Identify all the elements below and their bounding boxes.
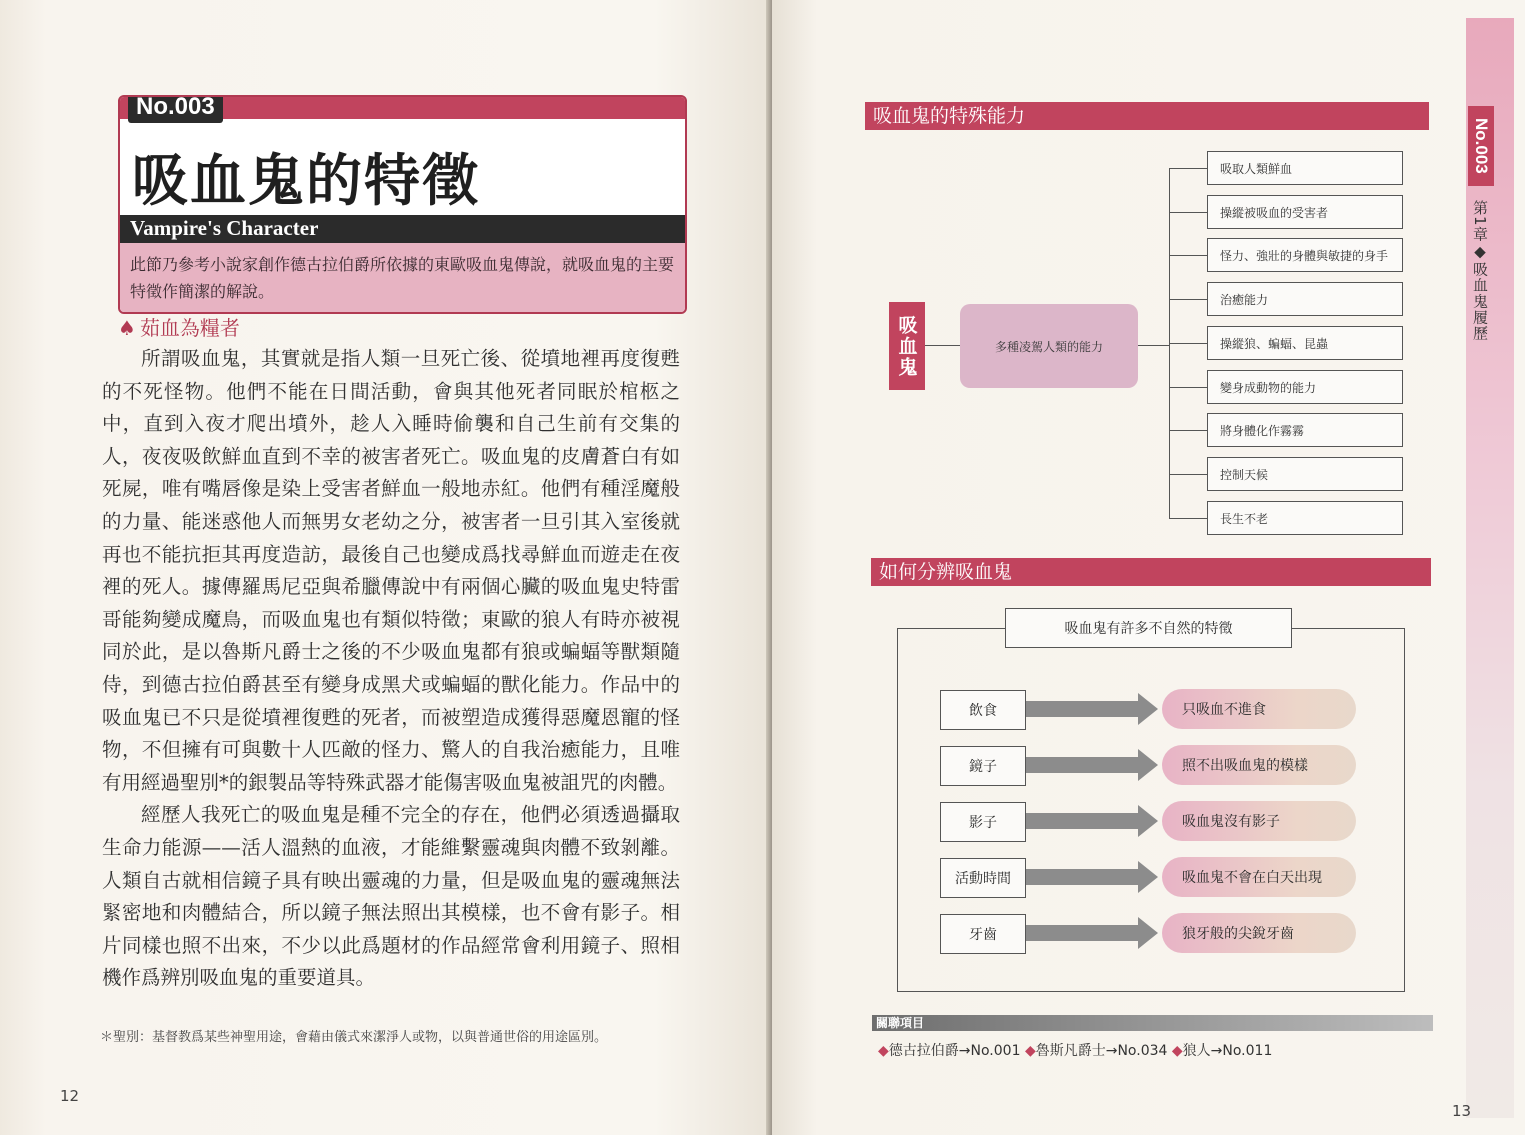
page-number-left: 12 [60,1087,80,1105]
identify-value: 照不出吸血鬼的模樣 [1162,745,1356,785]
identify-value: 吸血鬼不會在白天出現 [1162,857,1356,897]
related-link-2[interactable]: 魯斯凡爵士→No.034 [1035,1043,1168,1059]
ability-item: 變身成動物的能力 [1207,370,1403,404]
related-bar [872,1015,1433,1031]
identify-heading: 吸血鬼有許多不自然的特徵 [1005,608,1292,648]
body-text [102,343,680,995]
section-heading-text: 茹血為糧者 [139,316,240,340]
connector-line [1169,387,1207,388]
identify-key: 牙齒 [940,914,1026,954]
connector-line [1169,343,1207,344]
connector-line [1169,474,1207,475]
section-heading [118,312,240,341]
ability-item: 長生不老 [1207,501,1403,535]
title-box [118,95,687,314]
spade-icon: ♠ [118,316,136,340]
arrow-right-icon [1026,701,1138,717]
connector-line [925,345,960,346]
tree-root: 吸血鬼 [889,302,925,390]
identify-value: 吸血鬼沒有影子 [1162,801,1356,841]
side-chapter-number: No.003 [1468,106,1494,186]
ability-item: 操縱被吸血的受害者 [1207,195,1403,229]
connector-line [1169,518,1207,519]
page-title: 吸血鬼的特徵 [132,149,480,214]
ability-item: 吸取人類鮮血 [1207,151,1403,185]
connector-line [1169,212,1207,213]
connector-line [1169,255,1207,256]
diamond-icon: ◆ [1024,1043,1036,1059]
diamond-icon: ◆ [878,1043,889,1059]
identify-key: 影子 [940,802,1026,842]
identify-value: 只吸血不進食 [1162,689,1356,729]
identify-key: 活動時間 [940,858,1026,898]
ability-item: 操縱狼、蝙蝠、昆蟲 [1207,326,1403,360]
arrow-right-icon [1026,813,1138,829]
related-label: 關聯項目 [876,1016,925,1030]
paragraph-2: 經歷人我死亡的吸血鬼是種不完全的存在，他們必須透過攝取生命力能源——活人溫熱的血液，才能維繫靈魂與肉體不致剝離。人類自古就相信鏡子具有映出靈魂的力量，但是吸血鬼的靈魂無法緊密地和肉體結合，所以鏡子無法照出其模樣，也不會有影子。相片同樣也照不出來，不少以此爲題材的作品經常會利用鏡子、照相機作爲辨別吸血鬼的重要道具。 [102,803,680,990]
side-chapter-title: 第1章◆吸血鬼履歷 [1471,200,1489,342]
footnote: ＊聖別：基督教爲某些神聖用途，會藉由儀式來潔淨人或物，以與普通世俗的用途區別。 [100,1030,608,1045]
page-number-right: 13 [1452,1102,1472,1120]
ability-item: 怪力、強壯的身體與敏捷的身手 [1207,238,1403,272]
chapter-number: No.003 [128,95,223,123]
connector-line [1169,168,1207,169]
paragraph-1: 所謂吸血鬼，其實就是指人類一旦死亡後、從墳地裡再度復甦的不死怪物。他們不能在日間活動，會與其他死者同眠於棺柩之中，直到入夜才爬出墳外，趁人入睡時偷襲和自己生前有交集的人，夜夜吸飲鮮血直到不幸的被害者死亡。吸血鬼的皮膚蒼白有如死屍，唯有嘴唇像是染上受害者鮮血一般地赤紅。他們有種淫魔般的力量、能迷惑他人而無男女老幼之分，被害者一旦引其入室後就再也不能抗拒其再度造訪，最後自己也變成爲找尋鮮血而遊走在夜裡的死人。據傳羅馬尼亞與希臘傳說中有兩個心臟的吸血鬼史特雷哥能夠變成魔鳥，而吸血鬼也有類似特徵；東歐的狼人有時亦被視同於此，是以魯斯凡爵士之後的不少吸血鬼都有狼或蝙蝠等獸類隨侍，到德古拉伯爵甚至有變身成黑犬或蝙蝠的獸化能力。作品中的吸血鬼已不只是從墳裡復甦的死者，而被塑造成獲得惡魔恩寵的怪物，不但擁有可與數十人匹敵的怪力、驚人的自我治癒能力，且唯有用經過聖別*的銀製品等特殊武器才能傷害吸血鬼被詛咒的肉體。 [102,347,680,794]
connector-line [1138,345,1169,346]
related-link-1[interactable]: 德古拉伯爵→No.001 [888,1043,1021,1059]
connector-line [1169,299,1207,300]
identify-key: 鏡子 [940,746,1026,786]
subtitle-bar [120,215,685,243]
related-links [878,1040,1272,1060]
identify-key: 飲食 [940,690,1026,730]
section-identify-title: 如何分辨吸血鬼 [871,558,1431,586]
arrow-right-icon [1026,925,1138,941]
intro-text: 此節乃參考小說家創作德古拉伯爵所依據的東歐吸血鬼傳說，就吸血鬼的主要特徵作簡潔的解說。 [120,243,685,312]
diamond-icon: ◆ [1171,1043,1183,1059]
ability-item: 控制天候 [1207,457,1403,491]
related-link-3[interactable]: 狼人→No.011 [1182,1043,1273,1059]
arrow-right-icon [1026,869,1138,885]
tree-mid-node: 多種凌駕人類的能力 [960,304,1138,388]
identify-value: 狼牙般的尖銳牙齒 [1162,913,1356,953]
arrow-right-icon [1026,757,1138,773]
subtitle: Vampire's Character [130,216,319,240]
section-abilities-title: 吸血鬼的特殊能力 [865,102,1429,130]
connector-line [1169,430,1207,431]
ability-item: 將身體化作霧霧 [1207,413,1403,447]
ability-item: 治癒能力 [1207,282,1403,316]
